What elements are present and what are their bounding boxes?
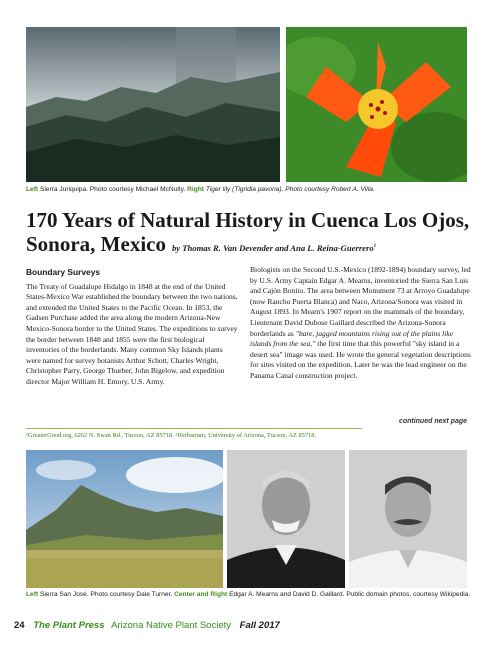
page-number: 24 [14, 620, 25, 631]
affiliation-footnote: ¹GreaterGood.org, 6262 N. Swan Rd., Tucson, AZ 85718. ²Herbarium, University of Arizona, Tucson, AZ 85718. [26, 432, 317, 439]
paragraph-right-a: Biologists on the Second U.S.-Mexico (1892-1894) boundary survey, led by U.S. Army Captain Edgar A. Mearns, inventoried the Sierra San Luis and Cajón Bonito. The area between Monument 73 at Arroyo Guadalupe (now Rancho Puerta Blanca) and Naco, Arizona/Sonora was visited in August 1893. In Mearn's 1907 report on the mammals of the boundary, Lieutenant David Dubose Gaillard described the Arizona-Sonora borderlands as [250, 265, 471, 338]
publication-name: The Plant Press [33, 620, 105, 631]
photo-tiger-lily [286, 27, 467, 182]
page-footer [14, 620, 280, 631]
article-title [26, 209, 476, 256]
caption-left-text: Sierra Juriquipa. Photo courtesy Michael McNulty. [39, 186, 186, 193]
footnote-divider [26, 428, 362, 429]
top-photo-caption [26, 186, 476, 194]
paragraph-left: The Treaty of Guadalupe Hidalgo in 1848 at the end of the United States-Mexico War established the boundary between the two nations, and extended the United States to the Pacific Ocean. In 1853, the Gadsen Purchase added the area along the modern Arizona-New Mexico-Sonora border to the United States. The expeditions to survey the border between 1848 and 1855 were the first biological inventories of the borderlands. Many common Sky Islands plants were named for survey botanists Arthur Schott, Charles Wright, Christopher Parry, George Thurber, John Bigelow, and expedition director Major William H. Emory, U.S. Army. [26, 281, 238, 386]
caption-center-text: Edgar A. Mearns and David D. Gaillard. Public domain photos, courtesy Wikipedia. [229, 591, 471, 598]
byline [172, 243, 376, 253]
caption-center-tag: Center and Right [174, 591, 228, 598]
photo-edgar-mearns [227, 450, 345, 588]
section-heading: Boundary Surveys [26, 267, 101, 277]
paragraph-right-b: the first time that this powerful "sky island in a desert sea" image was used. He wrote the general vegetation descriptions for sites visited on the expedition. Later he was the lead engineer on the Panama Canal construction project. [250, 339, 471, 380]
caption-right-tag: Right [187, 186, 205, 193]
issue-date: Fall 2017 [239, 620, 280, 631]
byline-text: by Thomas R. Van Devender and Ana L. Reina-Guerrero [171, 243, 374, 253]
photo-sierra-juriquipa [26, 27, 280, 182]
byline-footnote-mark: 1 [373, 244, 377, 250]
photo-david-gaillard [349, 450, 467, 588]
photo-sierra-san-jose [26, 450, 223, 588]
society-name: Arizona Native Plant Society [111, 620, 232, 631]
caption-left-text: Sierra San José. Photo courtesy Dale Turner. [39, 591, 173, 598]
bottom-photo-caption [26, 591, 471, 599]
gaillard-quote: "bare, jagged mountains rising out of the plains like islands from the sea," [250, 328, 454, 349]
paragraph-right [250, 265, 472, 382]
title-line-2: Sonora, Mexico [26, 232, 166, 256]
caption-left-tag: Left [26, 591, 39, 598]
caption-right-text: Tiger lily (Tigridia pavona). Photo courtesy Robert A. Villa. [205, 186, 375, 193]
caption-left-tag: Left [26, 186, 39, 193]
continued-next-page: continued next page [398, 418, 467, 425]
body-column-left [26, 267, 239, 388]
title-line-1: 170 Years of Natural History in Cuenca Los Ojos, [26, 208, 470, 232]
body-column-right [250, 265, 472, 382]
